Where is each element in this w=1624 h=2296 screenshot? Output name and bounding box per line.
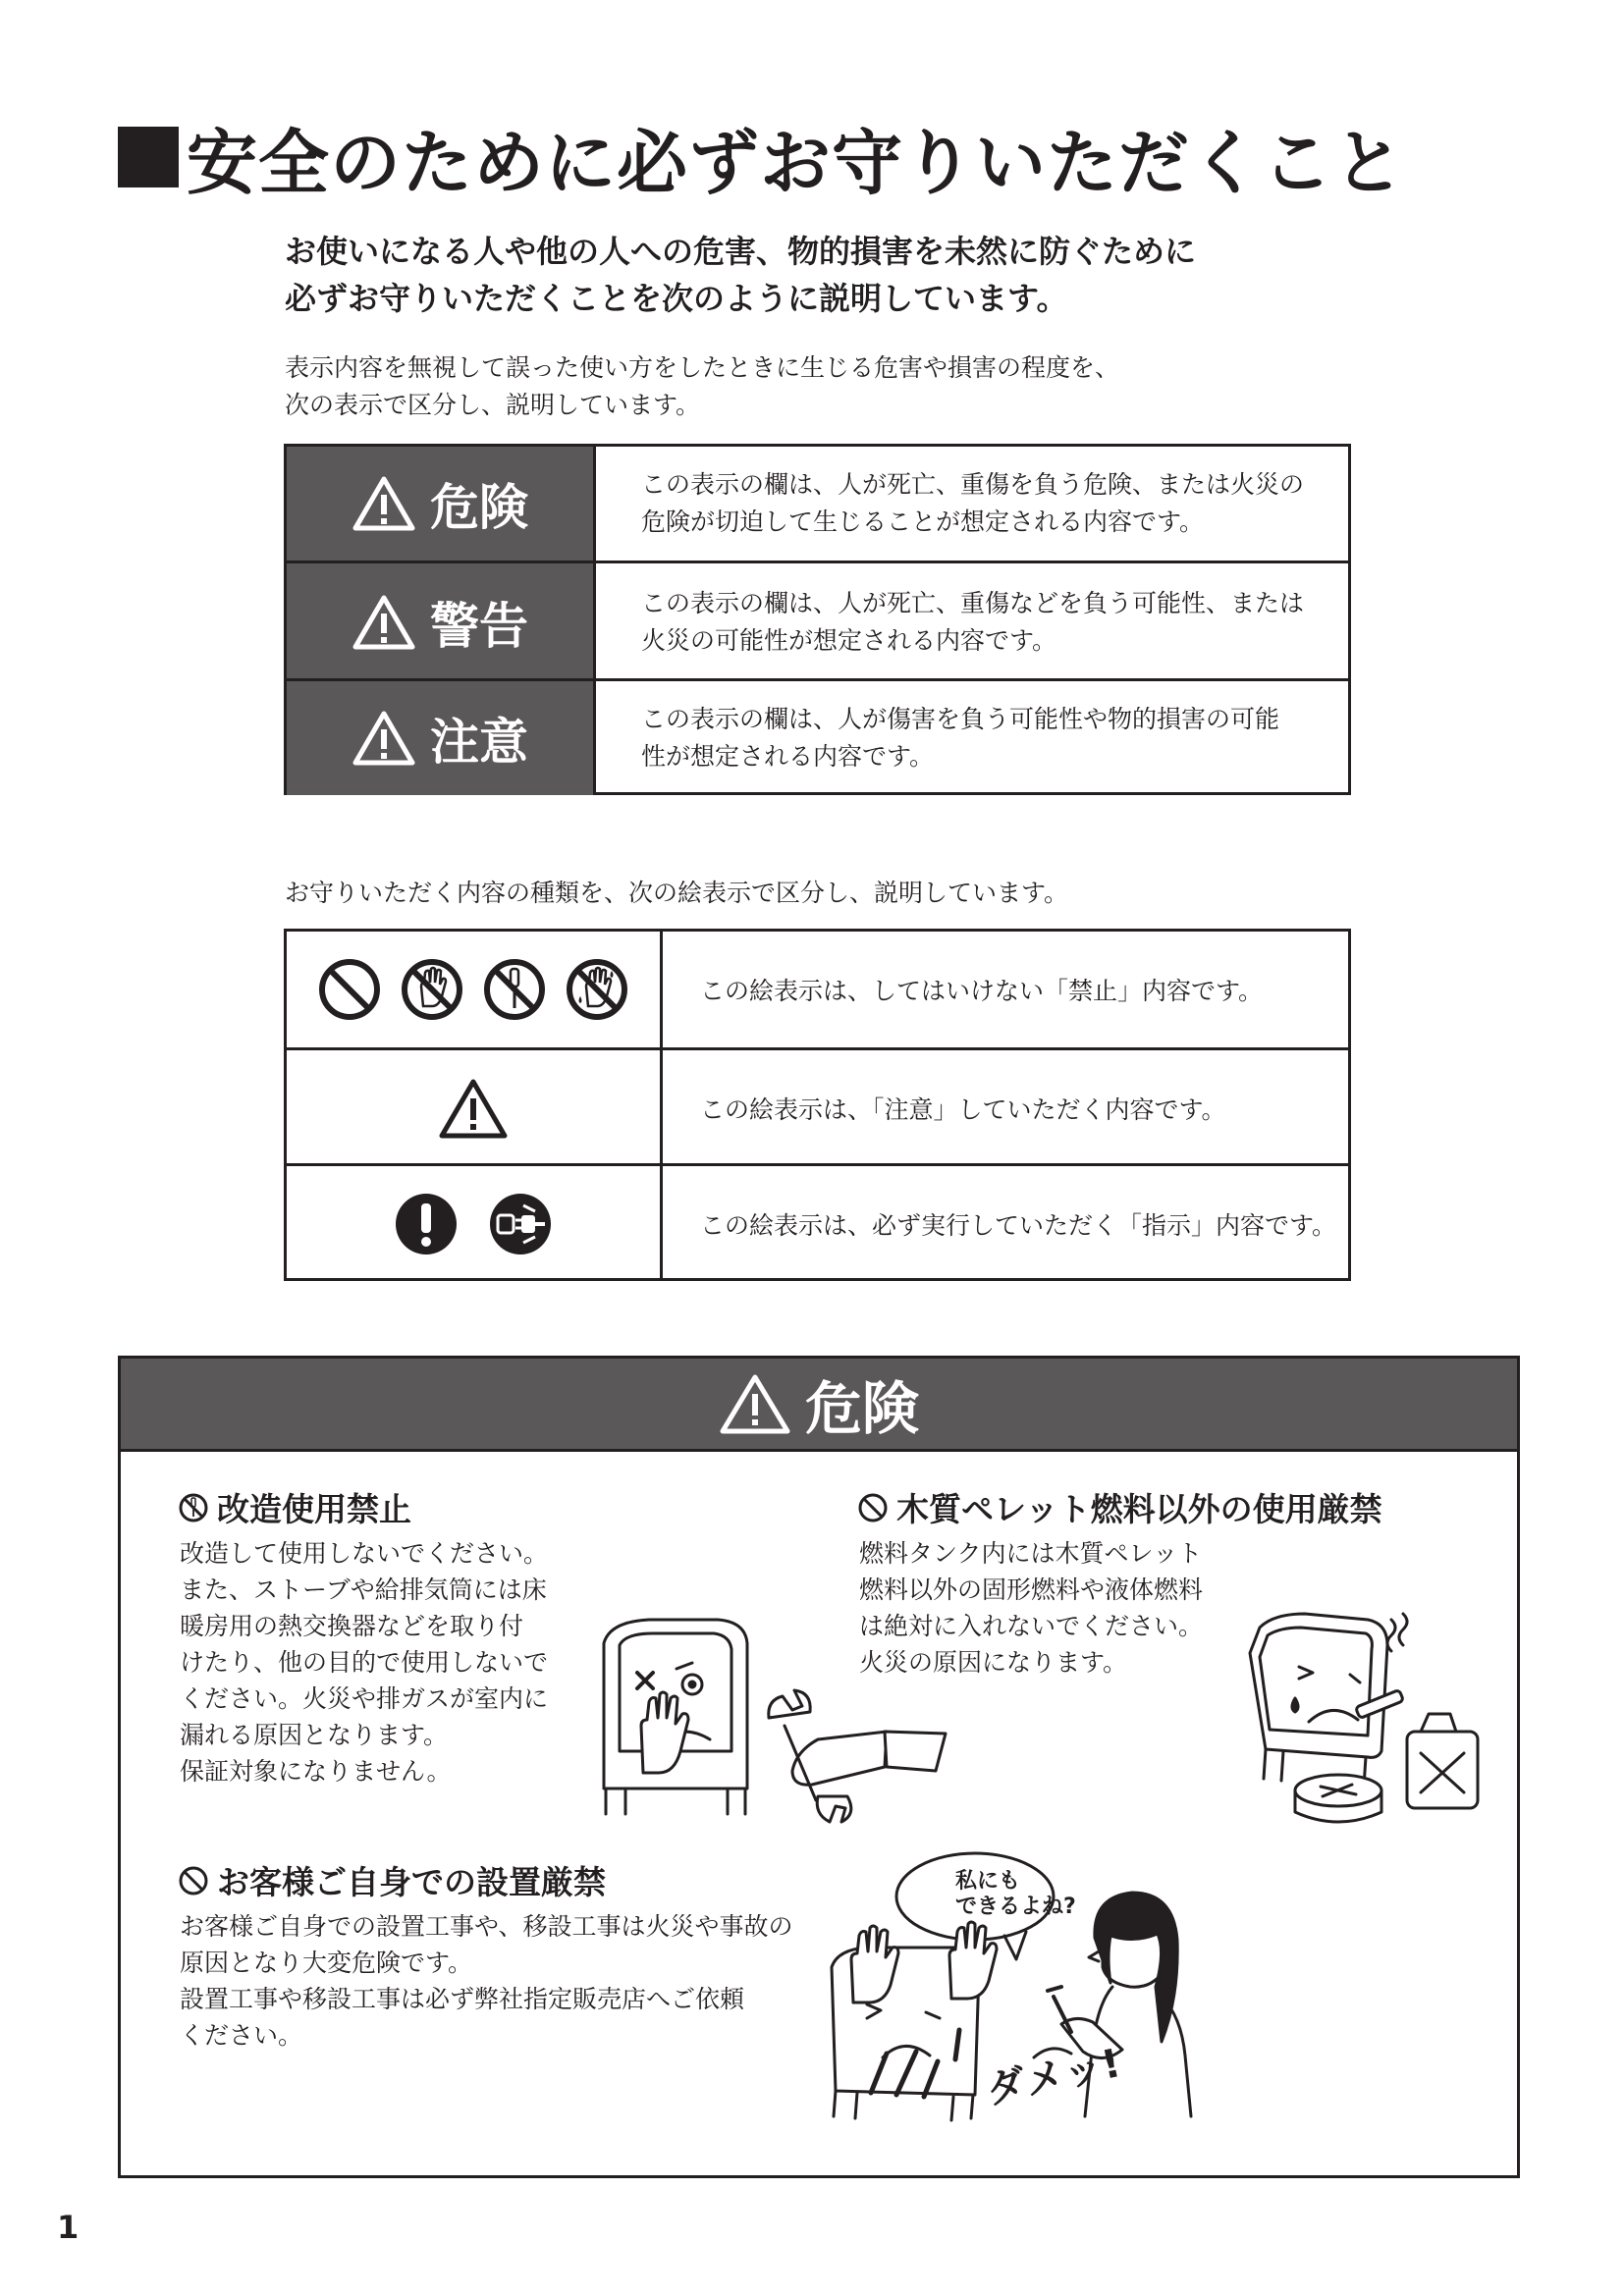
- item-body-no-modification: 改造して使用しないでください。 また、ストーブや給排気筒には床 暖房用の熱交換器などを取り付 けたり、他の目的で使用しないで ください。火災や排ガスが室内に 漏れる原因となります。 保証対象になりません。: [180, 1539, 549, 1786]
- signal-description: この表示の欄は、人が死亡、重傷などを負う可能性、または 火災の可能性が想定される内容です。: [641, 589, 1305, 655]
- pictogram-table: [284, 929, 1351, 1281]
- item-title-pellet-only: 木質ペレット燃料以外の使用厳禁: [857, 1484, 1382, 1530]
- pictogram-description: この絵表示は、してはいけない「禁止」内容です。: [700, 977, 1264, 1005]
- speech-bubble-text: 私にも できるよね?: [955, 1869, 1076, 1919]
- item-body-no-self-install: お客様ご自身での設置工事や、移設工事は火災や事故の 原因となり大変危険です。 設置工事や移設工事は必ず弊社指定販売店へご依頼 ください。: [180, 1912, 793, 2050]
- signal-label: 注意: [287, 681, 596, 795]
- stove-modification-illustration: [590, 1604, 983, 1830]
- danger-header: 危険: [121, 1359, 1517, 1452]
- pictogram-description: この絵表示は、「注意」していただく内容です。: [700, 1095, 1226, 1124]
- pictogram-description: この絵表示は、必ず実行していただく「指示」内容です。: [700, 1210, 1337, 1240]
- signal-description: この表示の欄は、人が死亡、重傷を負う危険、または火災の 危険が切迫して生じることが想定される内容です。: [641, 470, 1305, 536]
- danger-section: [118, 1356, 1520, 2178]
- mandatory-action-icon: [394, 1192, 459, 1256]
- pictogram-icons: [287, 932, 663, 1047]
- caution-triangle-icon: [352, 475, 416, 532]
- signal-label: 警告: [287, 563, 596, 681]
- signal-row-caution: [287, 678, 1348, 795]
- intro-text: 表示内容を無視して誤った使い方をしたときに生じる危害や損害の程度を、 次の表示で区分し、説明しています。: [285, 353, 1120, 419]
- page-title-text: 安全のために必ずお守りいただくこと: [187, 122, 1406, 204]
- no-wet-hands-icon: [565, 957, 629, 1022]
- signal-description: この表示の欄は、人が傷害を負う可能性や物的損害の可能 性が想定される内容です。: [641, 705, 1280, 771]
- prohibition-icon: [317, 957, 382, 1022]
- pictogram-row-caution: [287, 1047, 1348, 1166]
- no-touch-icon: [400, 957, 464, 1022]
- no-disassembly-icon: [482, 957, 547, 1022]
- prohibition-icon: [178, 1865, 209, 1896]
- signal-label: 危険: [287, 447, 596, 561]
- caution-triangle-icon: [352, 594, 416, 651]
- pictogram-icons: [287, 1050, 663, 1166]
- title-square-icon: [118, 127, 179, 187]
- lead-text: お使いになる人や他の人への危害、物的損害を未然に防ぐために 必ずお守りいただくことを次のように説明しています。: [285, 233, 1197, 317]
- caution-triangle-icon: [438, 1077, 509, 1140]
- signal-word-table: [284, 444, 1351, 795]
- caution-triangle-icon: [352, 710, 416, 767]
- no-disassembly-icon: [178, 1492, 209, 1523]
- prohibition-icon: [857, 1492, 889, 1523]
- caution-triangle-icon: [719, 1372, 791, 1435]
- stove-exclaim-text: ダメッ!: [982, 2041, 1125, 2113]
- item-body-pellet-only: 燃料タンク内には木質ペレット 燃料以外の固形燃料や液体燃料 は絶対に入れないでください。 火災の原因になります。: [859, 1539, 1204, 1677]
- pictogram-row-prohibited: [287, 932, 1348, 1047]
- item-title-no-modification: 改造使用禁止: [178, 1484, 411, 1530]
- stove-fuel-illustration: [1240, 1584, 1505, 1830]
- signal-row-warning: [287, 561, 1348, 681]
- pictogram-row-instruction: [287, 1163, 1348, 1281]
- page-number: 1: [57, 2209, 80, 2246]
- item-title-no-self-install: お客様ご自身での設置厳禁: [178, 1857, 606, 1903]
- unplug-icon: [488, 1192, 553, 1256]
- signal-row-danger: [287, 447, 1348, 561]
- page-title: [118, 106, 1405, 208]
- pictogram-icons: [287, 1166, 663, 1281]
- pictogram-intro: お守りいただく内容の種類を、次の絵表示で区分し、説明しています。: [285, 879, 1069, 907]
